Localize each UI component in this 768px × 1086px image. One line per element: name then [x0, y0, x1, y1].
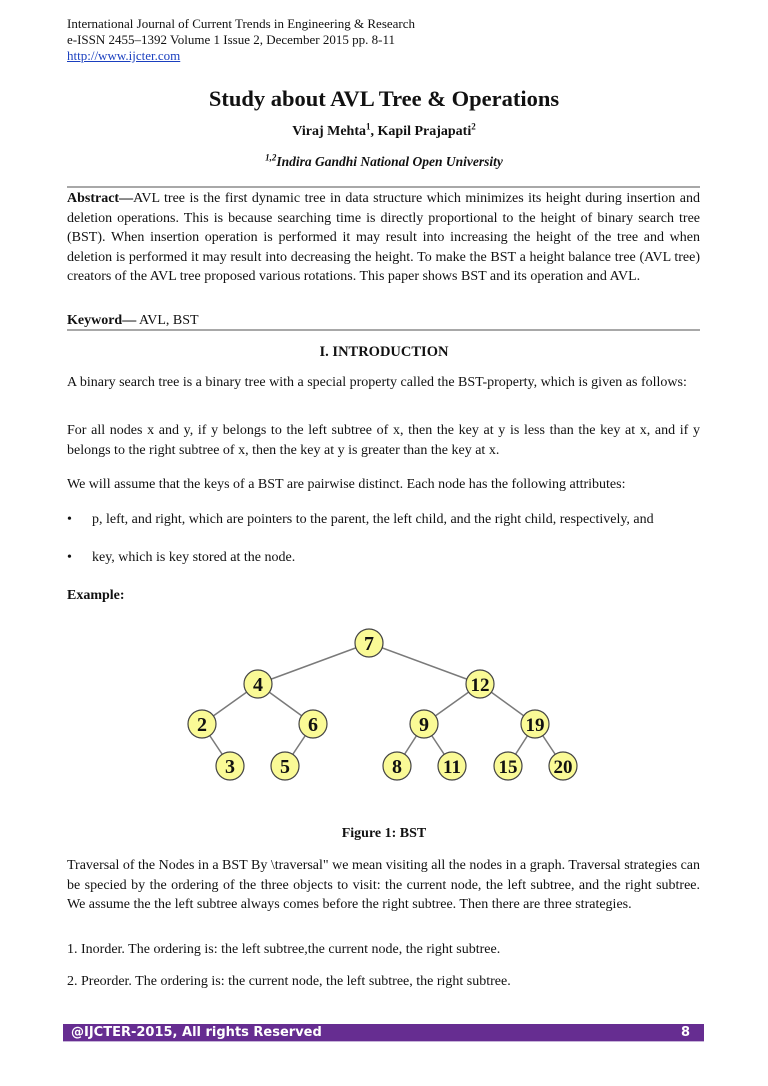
tree-node-15: [494, 752, 522, 780]
tree-node-4: [244, 670, 272, 698]
tree-edge: [369, 643, 480, 684]
svg-text:15: 15: [498, 757, 518, 778]
svg-text:8: 8: [392, 756, 402, 778]
author-affil-sup: 2: [471, 121, 476, 132]
affiliation-sup: 1,2: [265, 152, 277, 163]
tree-node-20: [549, 752, 577, 780]
svg-text:2: 2: [197, 714, 207, 736]
page-number: 8: [680, 1025, 690, 1040]
keywords-label: Keyword—: [67, 313, 137, 328]
svg-text:9: 9: [419, 714, 429, 736]
example-label: Example:: [67, 588, 125, 603]
bullet-text: p, left, and right, which are pointers to the parent, the left child, and the right child, respectively, and: [92, 512, 654, 527]
author-name: Kapil Prajapati: [377, 124, 472, 139]
intro-paragraph-3: We will assume that the keys of a BST are pairwise distinct. Each node has the following attributes:: [67, 477, 626, 492]
tree-edge: [258, 643, 369, 684]
svg-text:11: 11: [443, 757, 461, 778]
tree-node-11: [438, 752, 466, 780]
tree-node-2: [188, 710, 216, 738]
affiliation-text: Indira Gandhi National Open University: [276, 154, 503, 169]
journal-name: International Journal of Current Trends in Engineering & Research: [67, 16, 416, 31]
traversal-item-inorder: 1. Inorder. The ordering is: the left subtree,the current node, the right subtree.: [67, 942, 501, 957]
tree-node-12: [466, 670, 494, 698]
tree-node-5: [271, 752, 299, 780]
tree-node-9: [410, 710, 438, 738]
footer-copyright: @IJCTER-2015, All rights Reserved: [71, 1025, 322, 1040]
svg-text:3: 3: [225, 756, 235, 778]
svg-text:19: 19: [525, 715, 545, 736]
tree-node-7: [355, 629, 383, 657]
tree-node-3: [216, 752, 244, 780]
svg-text:6: 6: [308, 714, 318, 736]
author-affil-sup: 1: [366, 121, 371, 132]
figure-caption: Figure 1: BST: [341, 826, 427, 841]
traversal-paragraph: Traversal of the Nodes in a BST By \traversal" we mean visiting all the nodes in a graph. Traversal strategies can be specied by the ordering of the three objects to visit: the current node, the left subtree, and the right subtree. We assume the the left subtree always comes before the right subtree. Then there are three strategies.: [67, 858, 700, 912]
traversal-item-preorder: 2. Preorder. The ordering is: the current node, the left subtree, the right subtree.: [67, 974, 511, 989]
svg-text:7: 7: [364, 633, 374, 655]
intro-paragraph-2: For all nodes x and y, if y belongs to the left subtree of x, then the key at y is less than the key at x, and if y belongs to the right subtree of x, then the key at y is greater than the key at x.: [67, 423, 700, 458]
abstract-label: Abstract—: [67, 191, 134, 206]
author-separator: ,: [370, 124, 378, 139]
intro-paragraph-1: A binary search tree is a binary tree with a special property called the BST-property, which is given as follows:: [67, 375, 687, 390]
keywords-text: AVL, BST: [136, 313, 199, 328]
tree-node-19: [521, 710, 549, 738]
issn-line: e-ISSN 2455–1392 Volume 1 Issue 2, December 2015 pp. 8-11: [67, 32, 395, 47]
bullet-text: key, which is key stored at the node.: [92, 550, 296, 565]
svg-text:12: 12: [470, 675, 490, 696]
abstract-text: AVL tree is the first dynamic tree in data structure which minimizes its height during insertion and deletion operations. This is because searching time is directly proportional to the height of binary search tree (BST). When insertion operation is performed it may result into increasing the height of the tree and when deletion is performed it may result into decreasing the height. To make the BST a height balance tree (AVL tree) creators of the AVL tree proposed various rotations. This paper shows BST and its operation and AVL.: [67, 191, 700, 284]
bullet-icon: •: [67, 550, 72, 565]
svg-text:5: 5: [280, 756, 290, 778]
tree-node-6: [299, 710, 327, 738]
author-name: Viraj Mehta: [292, 124, 366, 139]
tree-nodes: [188, 629, 577, 780]
svg-text:4: 4: [253, 674, 263, 696]
paper-title: Study about AVL Tree & Operations: [208, 86, 560, 111]
tree-node-8: [383, 752, 411, 780]
section-heading-introduction: I. INTRODUCTION: [319, 344, 449, 360]
tree-edges: [202, 643, 563, 766]
page-footer: [63, 1024, 704, 1042]
journal-url-link[interactable]: http://www.ijcter.com: [67, 48, 181, 63]
svg-text:20: 20: [553, 757, 573, 778]
bullet-icon: •: [67, 512, 72, 527]
